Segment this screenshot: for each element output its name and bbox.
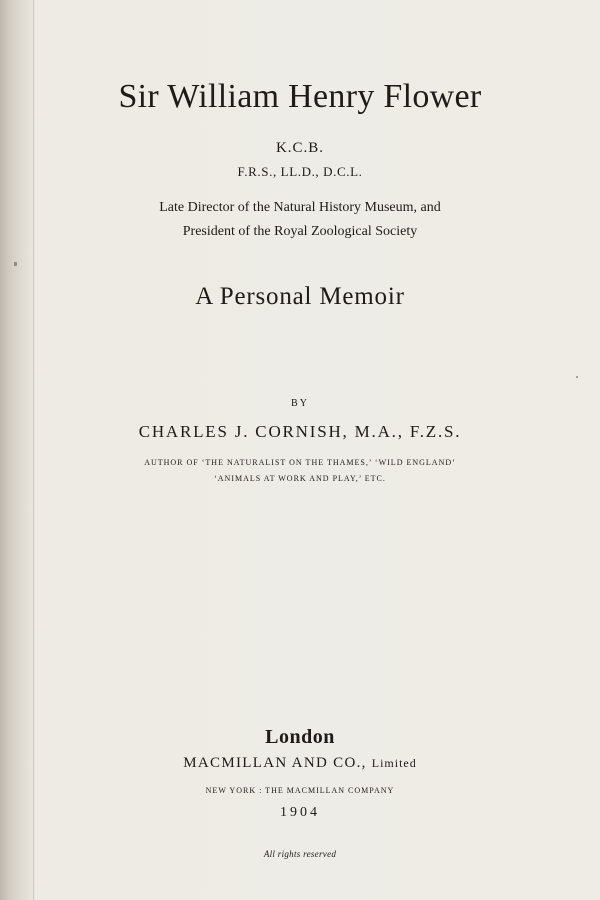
position-line-1: Late Director of the Natural History Museum, and	[159, 200, 441, 215]
imprint-city: London	[265, 726, 335, 748]
by-line: BY	[291, 398, 309, 409]
rights-notice: All rights reserved	[263, 849, 337, 859]
publisher-name: MACMILLAN AND CO.,	[183, 755, 367, 771]
publisher-line	[0, 755, 600, 772]
position-line-2: President of the Royal Zoological Society	[182, 224, 418, 239]
book-title: Sir William Henry Flower	[118, 78, 482, 115]
book-subtitle: A Personal Memoir	[195, 283, 405, 310]
author-credits-line-2: ‘ANIMALS AT WORK AND PLAY,’ ETC.	[214, 474, 386, 483]
publisher-suffix: Limited	[371, 756, 417, 770]
author-credits-line-1: AUTHOR OF ‘THE NATURALIST ON THE THAMES,’ ‘WILD ENGLAND’	[144, 458, 456, 467]
paper-speck	[576, 376, 578, 378]
degrees-line: F.R.S., LL.D., D.C.L.	[237, 164, 363, 179]
author-name: CHARLES J. CORNISH, M.A., F.Z.S.	[138, 422, 462, 441]
publisher-branch: NEW YORK : THE MACMILLAN COMPANY	[205, 786, 395, 795]
paper-speck	[14, 262, 17, 266]
honours-line: K.C.B.	[275, 140, 325, 156]
publication-year: 1904	[280, 805, 320, 820]
